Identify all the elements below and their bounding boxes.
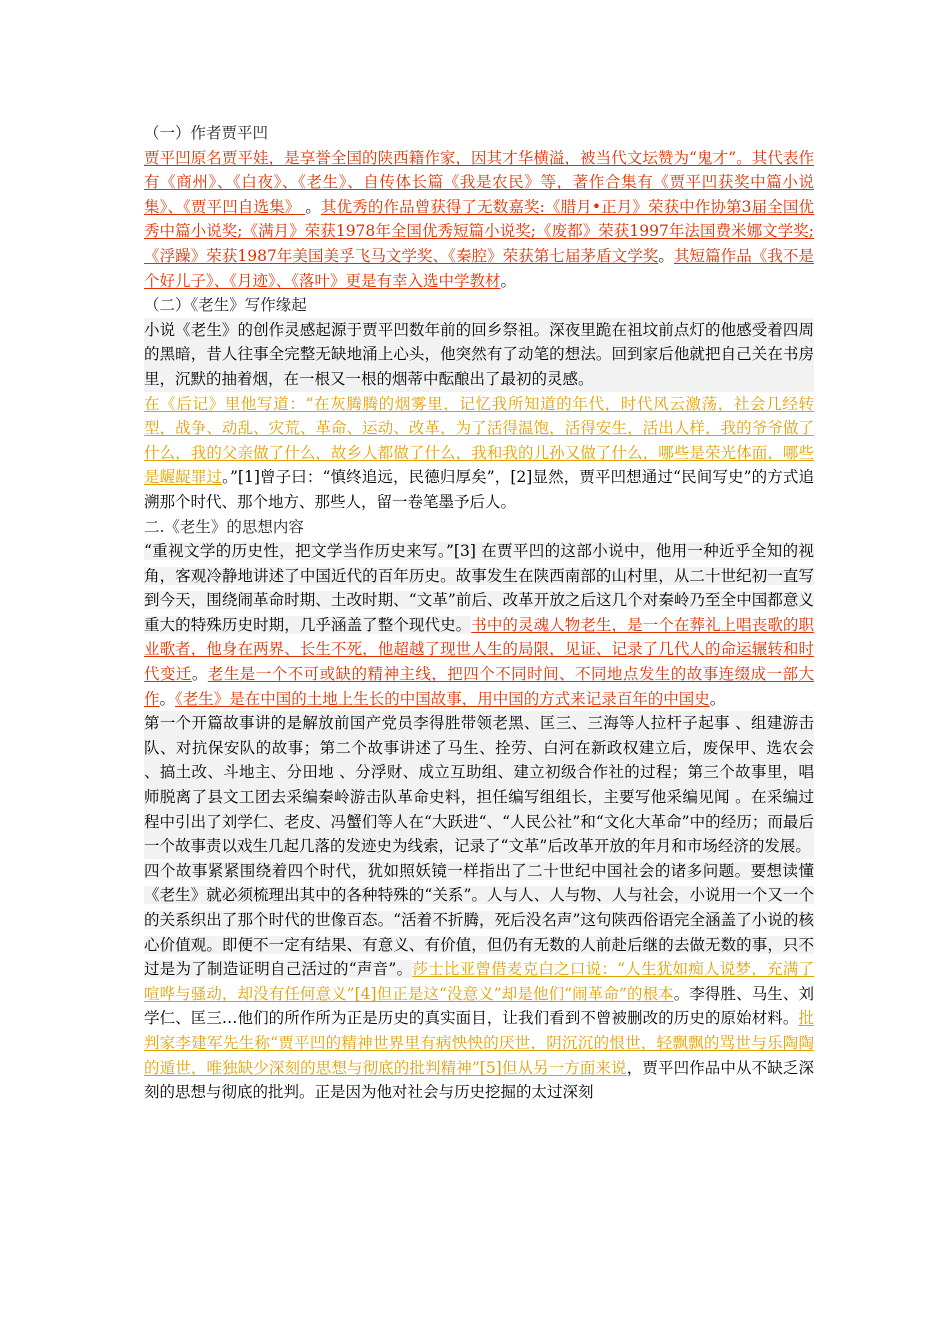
highlight-red-text: 《老生》是在中国的土地上生长的中国故事，用中国的方式来记录百年的中国史 [175,689,710,708]
plain-text: 。 [709,689,726,708]
plain-text: 。 [658,246,674,265]
highlight-orange-text: 在《后记》里他写道：“在灰腾腾的烟雾里，记忆我所知道的年代，时代风云激荡，社会几经转型，战争、动乱、灾荒、革命、运动、改革，为了活得温饱，活得安生，活出人样，我的爷爷做了什么，我的父亲做了什么，故乡人都做了什么， [144,394,814,462]
plain-text: “重视文学的历史性，把文学当作历史来写。”[3] 在贾平凹的这部小说中，他用一种近乎全知的视角，客观冷静地讲述了中国近代的百年历史。故事发生在陕西南部的山村里，从二十世纪初一直写到今天，围绕闹革命时期、土改时期、“文革”前后、改革开放之后这几个对秦岭乃至全中国都意义重大的特殊历史时期，几乎涵盖了整个现代史。 [144,542,814,634]
section-heading-author: （一）作者贾平凹 [144,124,269,142]
highlight-orange-text: 批判家李建军先生称“贾平凹的精神世界里有病怏怏的厌世，阴沉沉的恨世，轻飘飘的骂世与乐陶陶的遁世，唯独缺少深刻的思想与彻底的批判精神”[5]但从另一方面来说 [144,1009,814,1077]
plain-text: 。 [500,271,517,290]
highlight-orange-text: 我和我的儿孙又做了什么，哪些是荣光体面，哪些是龌龊罪过 [144,443,814,487]
highlight-red-text: 书中的灵魂人物老生，是一个在葬礼上唱丧歌的职业歌者，他身在两界、长生不死，他超越了现世人生的局限，见证、记录了几代人的命运辗转和时代变迁 [144,615,814,684]
plain-text: 。 [191,665,208,684]
section-heading-origin: （二）《老生》写作缘起 [144,296,307,315]
paragraph-author-intro [144,146,814,294]
plain-text: 四个故事紧紧围绕着四个时代，犹如照妖镜一样指出了二十世纪中国社会的诸多问题。要想读懂《老生》就必须梳理出其中的各种特殊的“关系”。人与人、人与物、人与社会，小说用一个又一个的关系织出了那个时代的世像百态。“活着不折腾，死后没名声”这句陕西俗语完全涵盖了小说的核心价值观。即便不一定有结果、有意义、有价值，但仍有无数的人前赴后继的去做无数的事，只不过是为了制造证明自己活过的“声音”。 [144,861,814,979]
plain-text: ，贾平凹作品中从不缺乏深刻的思想与彻底的批判。正是因为他对社会与历史挖掘的太过深刻 [144,1058,814,1102]
paragraph-four-stories: 第一个开篇故事讲的是解放前国产党员李得胜带领老黑、匡三、三海等人拉杆子起事 、组建游击队、对抗保安队的故事；第二个故事讲述了马生、拴劳、白河在新政权建立后，废保甲、选农会 、搞土改、斗地主、分田地 、分浮财、成立互助组、建立初级合作社的过程；第三个故事里，唱师脱离了县文工团去采编秦岭游击队革命史料，担任编写组组长，主要写他采编见闻 。在采编过程中引出了刘学仁、老皮、冯蟹们等人在“大跃进“、“人民公社”和“文化大革命”中的经历；而最后一个故事责以戏生几起几落的发迹史为线索，记录了“文革”后改革开放的年月和市场经济的发展。 [144,711,814,859]
highlight-red-text: 其优秀的作品曾获得了无数嘉奖:《腊月•正月》荣获中作协第3届全国优秀中篇小说奖;《满月》荣获1978年全国优秀短篇小说奖;《废都》荣获1997年法国费米娜文学奖;《浮躁》荣获1987年美国美孚飞马文学奖、《秦腔》荣获第七届茅盾文学奖 [144,197,814,265]
highlight-red-text: 贾平凹原名贾平娃，是享誉全国的陕西籍作家，因其才华横溢，被当代文坛赞为“鬼才”。其代表作有《商州》、《白夜》、《老生》、自传体长篇《我是农民》等，著作合集有《贾平凹获奖中篇小说集》、《贾平凹自选集》 [144,148,814,216]
highlight-red-text: 其短篇作品《我不是个好儿子》、《月迹》、《落叶》更是有幸入选中学教材 [144,246,814,290]
paragraph-history [144,539,814,711]
plain-text: 。 [159,689,176,708]
paragraph-afterword [144,392,814,515]
highlight-red-text: 老生是一个不可或缺的精神主线，把四个不同时间、不同地点发生的故事连缀成一部大作 [144,665,814,708]
document-body [144,121,814,1105]
plain-text: 。 [305,197,321,216]
plain-text: 。李得胜、马生、刘学仁、匡三…他们的所作所为正是历史的真实面目，让我们看到不曾被删改的历史的原始材料。 [144,984,814,1028]
section-heading-content: 二.《老生》的思想内容 [144,517,304,536]
highlight-orange-text: 莎士比亚曾借麦克白之口说：“人生犹如痴人说梦，充满了喧哗与骚动，却没有任何意义”[4]但正是这“没意义”却是他们“闹革命”的根本 [144,960,814,1003]
paragraph-relations [144,859,814,1105]
paragraph-origin: 小说《老生》的创作灵感起源于贾平凹数年前的回乡祭祖。深夜里跪在祖坟前点灯的他感受着四周的黑暗，昔人往事全完整无缺地涌上心头，他突然有了动笔的想法。回到家后他就把自己关在书房里，沉默的抽着烟，在一根又一根的烟蒂中酝酿出了最初的灵感。 [144,318,814,392]
plain-text: 。”[1]曾子曰：“慎终追远，民德归厚矣”，[2]显然，贾平凹想通过“民间写史”的方式追溯那个时代、那个地方、那些人，留一卷笔墨予后人。 [144,468,814,511]
